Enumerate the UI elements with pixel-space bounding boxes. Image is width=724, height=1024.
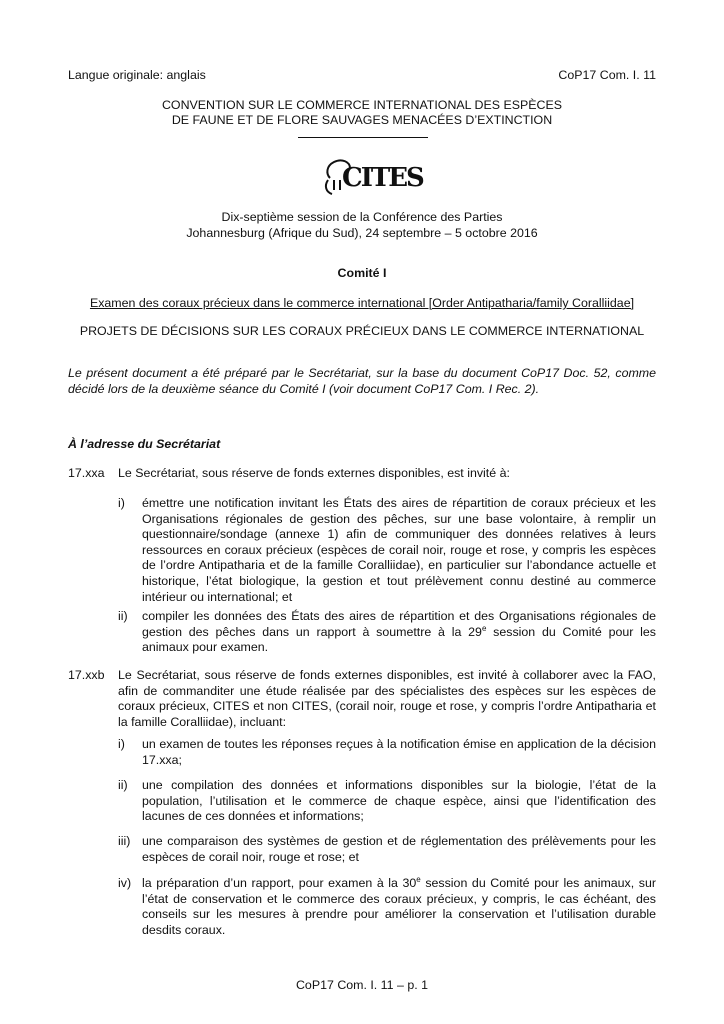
item-label: ii) <box>118 609 128 623</box>
decision-text: Le Secrétariat, sous réserve de fonds externes disponibles, est invité à: <box>118 466 510 480</box>
decision-number: 17.xxb <box>68 668 105 682</box>
cites-elephant-logo-icon <box>320 152 423 200</box>
item-label: ii) <box>118 778 128 792</box>
item-label: iii) <box>118 834 131 848</box>
intro-paragraph: Le présent document a été préparé par le Secrétariat, sur la base du document CoP17 Doc. 52, comme décidé lors de la deuxième séance du Comité I (voir document CoP17 Com. I Rec. 2). <box>68 366 656 396</box>
decision-text: Le Secrétariat, sous réserve de fonds externes disponibles, est invité à collaborer avec la FAO, afin de commanditer une étude réalisée par des spécialistes des espèces sur les espèces de coraux précieux, CITES et non CITES, (corail noir, rouge et rose, y compris l’ordre Antipatharia et la famille Coralliidae), incluant: <box>118 668 656 729</box>
convention-title-line1: CONVENTION SUR LE COMMERCE INTERNATIONAL DES ESPÈCES <box>161 98 562 112</box>
decision-number: 17.xxa <box>68 466 105 480</box>
page-footer: CoP17 Com. I. 11 – p. 1 <box>295 978 428 992</box>
item-text: une compilation des données et informations disponibles sur la biologie, l’état de la population, l’utilisation et le commerce de chaque espèce, ainsi que l’identification des lacunes de ces données et informations; <box>142 778 656 824</box>
item-label: i) <box>118 496 125 510</box>
original-language: Langue originale: anglais <box>68 68 206 82</box>
document-reference: CoP17 Com. I. 11 <box>558 68 656 82</box>
item-text: émettre une notification invitant les États des aires de répartition de coraux précieux et les Organisations régionales de gestion des pêches, sur une base volontaire, à remplir un questionnaire/sondage (annexe 1) afin de communiquer des données relatives à leurs ressources en coraux précieux (espèces de corail noir, rouge et rose, y compris les espèces de l’ordre Antipatharia et de la famille Coralliidae), en particulier sur l’abondance actuelle et historique, l’état biologique, la gestion et tout prélèvement connu destiné au commerce intérieur ou international; et <box>142 496 656 604</box>
item-text: un examen de toutes les réponses reçues à la notification émise en application de la décision 17.xxa; <box>142 737 656 767</box>
item-text: la préparation d’un rapport, pour examen à la 30e session du Comité pour les animaux, sur l’état de conservation et le commerce des coraux précieux, y compris, le cas échéant, des conseils sur les mesures à prendre pour améliorer la conservation et l’utilisation durable desdits coraux. <box>142 875 656 937</box>
convention-title-line2: DE FAUNE ET DE FLORE SAUVAGES MENACÉES D’EXTINCTION <box>171 113 553 127</box>
item-label: i) <box>118 737 125 751</box>
item-text: une comparaison des systèmes de gestion et de réglementation des prélèvements pour les espèces de corail noir, rouge et rose; et <box>142 834 656 864</box>
agenda-item: Examen des coraux précieux dans le commerce international [Order Antipatharia/family Coralliidae] <box>89 296 635 310</box>
cites-logo <box>320 152 423 200</box>
item-text: compiler les données des États des aires de répartition et des Organisations régionales de gestion des pêches dans un rapport à soumettre à la 29e session du Comité pour les animaux pour examen. <box>142 609 656 655</box>
document-title: PROJETS DE DÉCISIONS SUR LES CORAUX PRÉCIEUX DANS LE COMMERCE INTERNATIONAL <box>79 324 645 338</box>
session-line1: Dix-septième session de la Conférence des Parties <box>221 210 503 224</box>
logo-text: CITES <box>342 163 423 193</box>
section-heading: À l’adresse du Secrétariat <box>68 437 221 451</box>
title-divider <box>298 137 428 138</box>
committee-heading: Comité I <box>337 266 387 280</box>
item-label: iv) <box>118 876 132 890</box>
session-line2: Johannesburg (Afrique du Sud), 24 septembre – 5 octobre 2016 <box>186 226 538 240</box>
